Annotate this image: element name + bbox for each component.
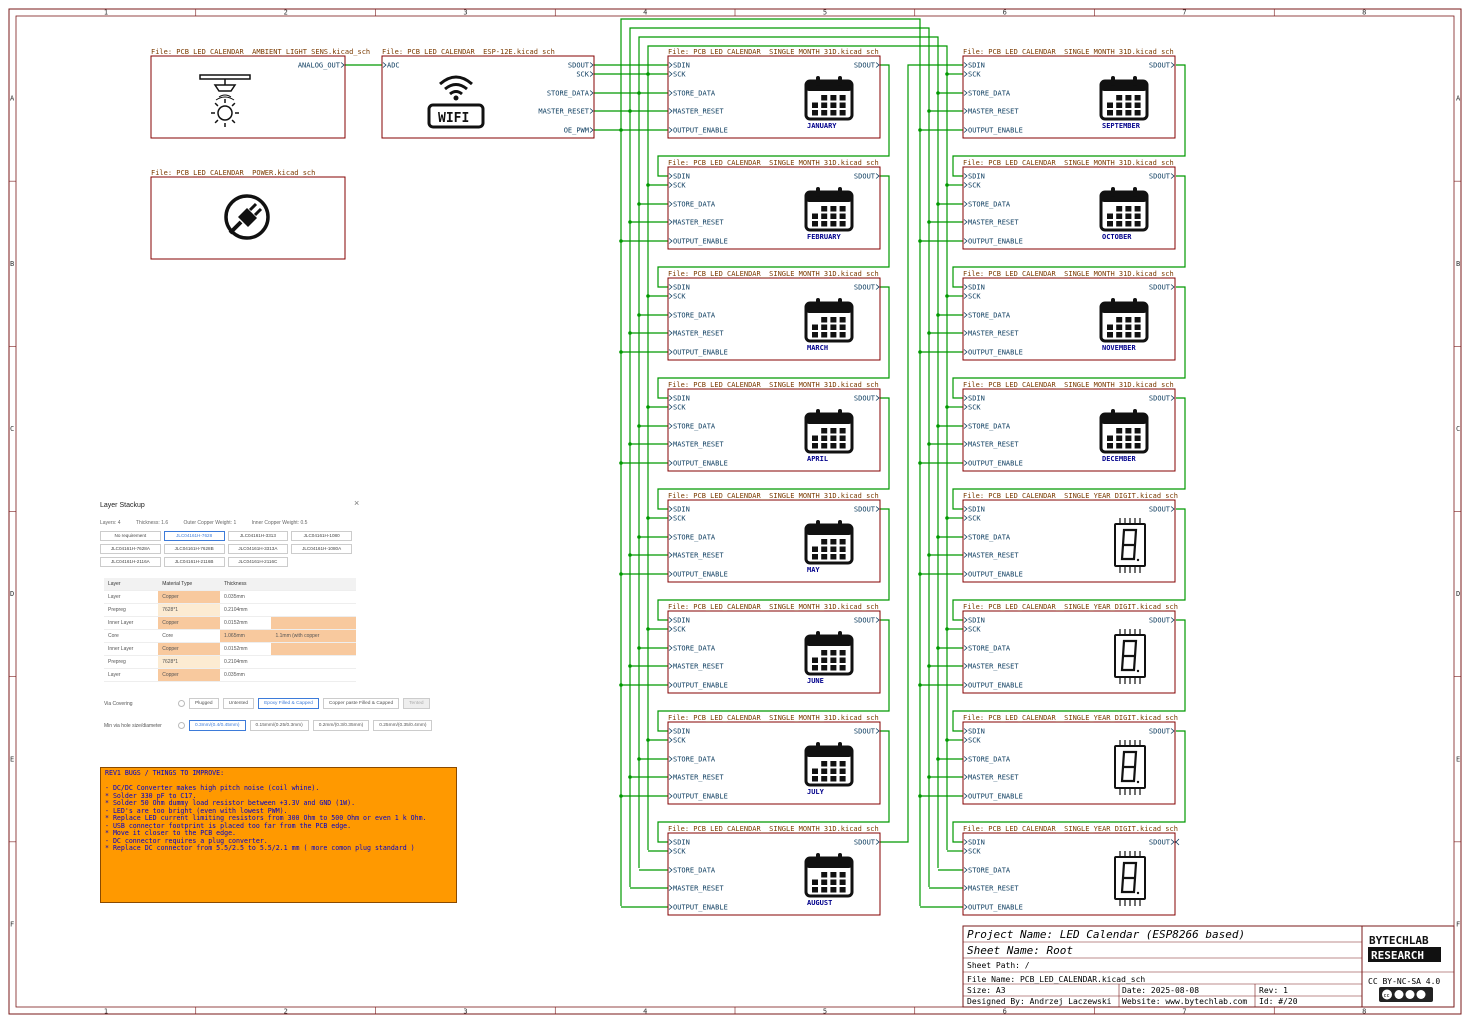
- sheet-pin-in: SDIN: [673, 283, 690, 292]
- year-digit-sheet[interactable]: [963, 714, 1178, 804]
- grid-row-label: E: [10, 755, 15, 764]
- sheet-file-label: File: PCB_LED_CALENDAR__SINGLE_YEAR_DIGIT.kicad_sch: [963, 825, 1178, 833]
- stackup-option[interactable]: JLC04161H-7628: [164, 531, 225, 541]
- sheet-pin-in: OUTPUT_ENABLE: [673, 681, 728, 690]
- grid-col-label: 4: [643, 1007, 648, 1016]
- via-options: [189, 698, 430, 709]
- stackup-cell: Core: [104, 630, 158, 643]
- stackup-header: Thickness: [220, 578, 271, 591]
- sheet-pin-in: SDIN: [673, 172, 690, 181]
- sheet-pin-in: MASTER_RESET: [673, 218, 724, 227]
- table-row: [104, 604, 356, 617]
- sheet-pin-in: SCK: [968, 625, 981, 634]
- grid-row-label: C: [1456, 424, 1461, 433]
- sheet-pin-in: MASTER_RESET: [968, 218, 1019, 227]
- grid-row-label: A: [1456, 94, 1461, 103]
- stackup-header: Material Type: [158, 578, 220, 591]
- sheet-pin-in: SDIN: [968, 61, 985, 70]
- grid-row-label: F: [10, 920, 15, 929]
- power-sheet[interactable]: [151, 169, 345, 259]
- sheet-pin-in: SCK: [968, 181, 981, 190]
- sheet-pin-in: STORE_DATA: [968, 755, 1011, 764]
- month-label: MAY: [807, 566, 820, 574]
- month-label: OCTOBER: [1102, 233, 1132, 241]
- month-label: DECEMBER: [1102, 455, 1136, 463]
- grid-col-label: 5: [822, 1007, 828, 1016]
- meta-inner-copper: Inner Copper Weight: 0.5: [251, 520, 308, 526]
- sheet-pin-in: SCK: [673, 625, 686, 634]
- via-covering-row: [104, 698, 430, 709]
- sheet-pin-in: SCK: [968, 736, 981, 745]
- sheet-pin-out: SDOUT: [853, 838, 875, 847]
- project-name: Project Name: LED Calendar (ESP8266 based): [967, 928, 1246, 941]
- sheet-pin-in: SCK: [673, 403, 686, 412]
- stackup-option[interactable]: JLC04161H-1080A: [291, 544, 352, 554]
- file-name: File Name: PCB_LED_CALENDAR.kicad_sch: [967, 975, 1146, 984]
- stackup-cell: Core: [158, 630, 220, 643]
- via-option[interactable]: Plugged: [189, 698, 219, 709]
- sheet-pin-in: OUTPUT_ENABLE: [673, 126, 728, 135]
- min-via-label: Min via hole size/diameter: [104, 722, 162, 729]
- sheet-pin-in: OUTPUT_ENABLE: [968, 792, 1023, 801]
- sheet-pin-in: OUTPUT_ENABLE: [968, 237, 1023, 246]
- min-via-options: [189, 720, 432, 731]
- sheet-pin-in: MASTER_RESET: [968, 884, 1019, 893]
- sheet-pin-in: SDIN: [968, 172, 985, 181]
- month-sheet-august[interactable]: [668, 825, 880, 915]
- rev1-notes-text: REV1 BUGS / THINGS TO IMPROVE: - DC/DC Converter makes high pitch noise (coil whine). * Solder 330 pF to C17. * Solder 50 Ohm dummy load resistor between +3.3V and GND (1W). - LED's are too bright (even with lowest PWM). * Replace LED current limiting resistors from 300 Ohm to 500 Ohm or even 1 k Ohm. - USB connector footprint is placed too far from the PCB edge. * Move it closer to the PCB edge. - DC connector requires a plug converter. * Replace DC connector from 5.5/2.5 to 5.5/2.1 mm ( more comon plug standard ): [105, 769, 427, 852]
- sheet-pin-out: SDOUT: [1148, 727, 1170, 736]
- sheet-pin-in: MASTER_RESET: [968, 551, 1019, 560]
- sheet-pin-in: OUTPUT_ENABLE: [673, 348, 728, 357]
- sheet-pin-in: STORE_DATA: [673, 755, 716, 764]
- sheet-pin-in: MASTER_RESET: [673, 662, 724, 671]
- sheet-pin-in: SDIN: [673, 727, 690, 736]
- year-digit-sheet[interactable]: [963, 603, 1178, 693]
- sheet-file-label: File: PCB_LED_CALENDAR__AMBIENT_LIGHT_SENS.kicad_sch: [151, 48, 371, 56]
- designed-by: Designed By: Andrzej Laczewski: [967, 997, 1112, 1006]
- sheet-pin-in: STORE_DATA: [968, 422, 1011, 431]
- table-row: [104, 630, 356, 643]
- stackup-cell: 0.2104mm: [220, 656, 271, 669]
- sheet-path: Sheet Path: /: [967, 961, 1030, 970]
- stackup-cell: Copper: [158, 617, 220, 630]
- sheet-file-label: File: PCB_LED_CALENDAR__POWER.kicad_sch: [151, 169, 316, 177]
- grid-col-label: 1: [103, 8, 109, 17]
- grid-row-label: D: [10, 590, 15, 599]
- grid-col-label: 1: [103, 1007, 109, 1016]
- stackup-cell: Layer: [104, 591, 158, 604]
- sheet-pin-out: SDOUT: [1148, 61, 1170, 70]
- ambient-light-sheet[interactable]: [151, 48, 370, 138]
- rev1-notes: [100, 767, 457, 903]
- sheet-pin-in: OUTPUT_ENABLE: [968, 126, 1023, 135]
- via-radio-icon[interactable]: [178, 700, 185, 707]
- sheet-pin-out: SDOUT: [1148, 616, 1170, 625]
- sheet-pin-in: OUTPUT_ENABLE: [968, 903, 1023, 912]
- sheet-file-label: File: PCB_LED_CALENDAR__SINGLE_MONTH_31D.kicad_sch: [668, 159, 879, 167]
- grid-col-label: 4: [643, 8, 648, 17]
- sheet-file-label: File: PCB_LED_CALENDAR__SINGLE_MONTH_31D.kicad_sch: [668, 603, 879, 611]
- stackup-cell: Copper: [158, 591, 220, 604]
- stackup-cell: 7628*1: [158, 656, 220, 669]
- stackup-cell: Copper: [158, 669, 220, 682]
- grid-col-label: 2: [283, 8, 288, 17]
- stackup-option[interactable]: No requirement: [100, 531, 161, 541]
- month-sheet-february[interactable]: [668, 159, 880, 249]
- via-option[interactable]: Tented: [403, 698, 429, 709]
- grid-col-label: 7: [1182, 1007, 1187, 1016]
- logo-line2: RESEARCH: [1371, 949, 1424, 962]
- month-sheet-january[interactable]: [668, 48, 880, 138]
- stackup-cell: 0.0152mm: [220, 617, 271, 630]
- sheet-pin-in: OUTPUT_ENABLE: [968, 570, 1023, 579]
- sheet-pin-in: STORE_DATA: [673, 866, 716, 875]
- sheet-pin-in: OUTPUT_ENABLE: [673, 459, 728, 468]
- grid-col-label: 2: [283, 1007, 288, 1016]
- sheet-date: Date: 2025-08-08: [1122, 986, 1200, 995]
- month-sheet-april[interactable]: [668, 381, 880, 471]
- sheet-pin-out: SDOUT: [853, 283, 875, 292]
- stackup-cell: Prepreg: [104, 656, 158, 669]
- sheet-file-label: File: PCB_LED_CALENDAR__SINGLE_MONTH_31D.kicad_sch: [668, 492, 879, 500]
- sheet-pin-in: ADC: [387, 61, 400, 70]
- sheet-pin-in: SDIN: [673, 394, 690, 403]
- min-via-option[interactable]: 0.3mm/(0.4/0.45mm): [189, 720, 246, 731]
- sheet-pin-in: MASTER_RESET: [673, 440, 724, 449]
- grid-row-label: A: [10, 94, 15, 103]
- sheet-pin-in: SDIN: [968, 727, 985, 736]
- sheet-pin-in: STORE_DATA: [968, 200, 1011, 209]
- via-covering-label: Via Covering: [104, 700, 133, 707]
- sheet-pin-out: OE_PWM: [563, 126, 589, 135]
- month-label: JUNE: [807, 677, 824, 685]
- sheet-pin-in: SCK: [673, 847, 686, 856]
- stackup-meta: [100, 520, 321, 526]
- stackup-cell: [271, 604, 356, 617]
- grid-col-label: 3: [463, 8, 468, 17]
- stackup-cell: Inner Layer: [104, 643, 158, 656]
- month-sheet-july[interactable]: [668, 714, 880, 804]
- month-label: FEBRUARY: [807, 233, 841, 241]
- sheet-pin-in: MASTER_RESET: [968, 773, 1019, 782]
- stackup-cell: 1.065mm: [220, 630, 271, 643]
- month-label: NOVEMBER: [1102, 344, 1136, 352]
- close-icon[interactable]: ×: [354, 498, 360, 508]
- sheet-pin-in: MASTER_RESET: [673, 329, 724, 338]
- grid-row-label: F: [1456, 920, 1461, 929]
- year-digit-sheet[interactable]: [963, 825, 1178, 915]
- stackup-cell: 0.2104mm: [220, 604, 271, 617]
- stackup-title: Layer Stackup: [100, 502, 145, 509]
- stackup-cell: Prepreg: [104, 604, 158, 617]
- sheet-pin-in: STORE_DATA: [968, 866, 1011, 875]
- sheet-pin-in: SCK: [673, 736, 686, 745]
- grid-col-label: 8: [1362, 8, 1367, 17]
- stackup-table: [104, 578, 356, 682]
- sheet-pin-out: SCK: [576, 70, 589, 79]
- sheet-file-label: File: PCB_LED_CALENDAR__SINGLE_MONTH_31D.kicad_sch: [668, 48, 879, 56]
- month-label: JULY: [807, 788, 824, 796]
- sheet-pin-in: OUTPUT_ENABLE: [673, 792, 728, 801]
- sheet-pin-in: STORE_DATA: [673, 422, 716, 431]
- sheet-pin-in: STORE_DATA: [673, 311, 716, 320]
- stackup-cell: [271, 656, 356, 669]
- sheet-pin-in: STORE_DATA: [673, 89, 716, 98]
- sheet-pin-in: SCK: [968, 292, 981, 301]
- via-option[interactable]: Untented: [223, 698, 254, 709]
- sheet-pin-out: STORE_DATA: [546, 89, 589, 98]
- min-via-row: [104, 720, 432, 731]
- sheet-pin-out: SDOUT: [853, 505, 875, 514]
- stackup-cell: [271, 643, 356, 656]
- sheet-file-label: File: PCB_LED_CALENDAR__SINGLE_YEAR_DIGIT.kicad_sch: [963, 603, 1178, 611]
- grid-col-label: 8: [1362, 1007, 1367, 1016]
- stackup-cell: 1.1mm (with copper: [271, 630, 356, 643]
- sheet-id: Id: #/20: [1259, 997, 1298, 1006]
- stackup-cell: [271, 591, 356, 604]
- stackup-options: [100, 531, 352, 567]
- stackup-cell: [271, 617, 356, 630]
- month-sheet-december[interactable]: [963, 381, 1175, 471]
- grid-col-label: 5: [822, 8, 828, 17]
- layer-stackup-panel: [100, 498, 427, 738]
- month-label: JANUARY: [807, 122, 837, 130]
- sheet-pin-in: SDIN: [673, 61, 690, 70]
- sheet-pin-out: SDOUT: [853, 394, 875, 403]
- stackup-cell: Layer: [104, 669, 158, 682]
- stackup-option[interactable]: JLC04161H-3313A: [228, 544, 289, 554]
- month-sheet-november[interactable]: [963, 270, 1175, 360]
- sheet-pin-in: SCK: [968, 514, 981, 523]
- sheet-pin-in: OUTPUT_ENABLE: [968, 681, 1023, 690]
- stackup-cell: [271, 669, 356, 682]
- via-option[interactable]: Copper paste Filled & Capped: [323, 698, 399, 709]
- min-via-option[interactable]: 0.25mm/(0.35/0.4mm): [373, 720, 432, 731]
- sheet-pin-in: MASTER_RESET: [968, 662, 1019, 671]
- sheet-pin-out: SDOUT: [1148, 838, 1170, 847]
- sheet-pin-out: SDOUT: [853, 616, 875, 625]
- table-row: [104, 656, 356, 669]
- grid-col-label: 7: [1182, 8, 1187, 17]
- sheet-pin-in: OUTPUT_ENABLE: [673, 903, 728, 912]
- table-row: [104, 617, 356, 630]
- sheet-file-label: File: PCB_LED_CALENDAR__SINGLE_MONTH_31D.kicad_sch: [963, 159, 1174, 167]
- sheet-pin-in: SCK: [968, 70, 981, 79]
- sheet-pin-in: MASTER_RESET: [968, 107, 1019, 116]
- sheet-pin-in: SCK: [673, 70, 686, 79]
- month-label: SEPTEMBER: [1102, 122, 1140, 130]
- min-via-option[interactable]: 0.2mm/(0.3/0.35mm): [313, 720, 370, 731]
- sheet-pin-out: SDOUT: [1148, 172, 1170, 181]
- month-label: MARCH: [807, 344, 829, 352]
- min-via-radio-icon[interactable]: [178, 722, 185, 729]
- sheet-pin-in: STORE_DATA: [968, 89, 1011, 98]
- sheet-pin-in: OUTPUT_ENABLE: [968, 348, 1023, 357]
- svg-text:cc: cc: [1383, 993, 1390, 999]
- month-sheet-march[interactable]: [668, 270, 880, 360]
- table-row: [104, 591, 356, 604]
- stackup-cell: 7628*1: [158, 604, 220, 617]
- stackup-header: Layer: [104, 578, 158, 591]
- meta-thickness: Thickness: 1.6: [135, 520, 169, 526]
- sheet-pin-out: MASTER_RESET: [538, 107, 589, 116]
- table-row: [104, 643, 356, 656]
- sheet-file-label: File: PCB_LED_CALENDAR__SINGLE_YEAR_DIGIT.kicad_sch: [963, 492, 1178, 500]
- website: Website: www.bytechlab.com: [1122, 997, 1248, 1006]
- sheet-pin-out: SDOUT: [1148, 394, 1170, 403]
- sheet-file-label: File: PCB_LED_CALENDAR__SINGLE_MONTH_31D.kicad_sch: [668, 714, 879, 722]
- sheet-file-label: File: PCB_LED_CALENDAR__SINGLE_MONTH_31D.kicad_sch: [963, 48, 1174, 56]
- sheet-pin-in: SDIN: [968, 838, 985, 847]
- sheet-pin-in: STORE_DATA: [968, 644, 1011, 653]
- year-digit-sheet[interactable]: [963, 492, 1178, 582]
- sheet-pin-in: MASTER_RESET: [968, 329, 1019, 338]
- sheet-pin-out: SDOUT: [567, 61, 589, 70]
- stackup-option[interactable]: JLC04161H-3313: [228, 531, 289, 541]
- grid-col-label: 3: [463, 1007, 468, 1016]
- sheet-pin-in: SDIN: [968, 394, 985, 403]
- logo-line1: BYTECHLAB: [1369, 934, 1429, 947]
- grid-col-label: 6: [1002, 8, 1007, 17]
- cc-license-icon: [1379, 987, 1433, 1002]
- sheet-pin-in: STORE_DATA: [673, 644, 716, 653]
- sheet-pin-in: MASTER_RESET: [673, 884, 724, 893]
- grid-row-label: E: [1456, 755, 1461, 764]
- sheet-file-label: File: PCB_LED_CALENDAR__SINGLE_MONTH_31D.kicad_sch: [668, 381, 879, 389]
- meta-outer-copper: Outer Copper Weight: 1: [183, 520, 237, 526]
- grid-row-label: B: [1456, 259, 1461, 268]
- grid-row-label: D: [1456, 590, 1461, 599]
- sheet-pin-in: SDIN: [673, 838, 690, 847]
- month-sheet-june[interactable]: [668, 603, 880, 693]
- sheet-pin-in: SDIN: [968, 616, 985, 625]
- sheet-pin-in: SDIN: [968, 505, 985, 514]
- sheet-file-label: File: PCB_LED_CALENDAR__SINGLE_YEAR_DIGIT.kicad_sch: [963, 714, 1178, 722]
- grid-col-label: 6: [1002, 1007, 1007, 1016]
- sheet-file-label: File: PCB_LED_CALENDAR__SINGLE_MONTH_31D.kicad_sch: [963, 381, 1174, 389]
- sheet-pin-in: SCK: [968, 847, 981, 856]
- sheet-pin-in: MASTER_RESET: [673, 551, 724, 560]
- sheet-pin-in: MASTER_RESET: [968, 440, 1019, 449]
- sheet-pin-out: SDOUT: [853, 172, 875, 181]
- sheet-pin-out: SDOUT: [1148, 283, 1170, 292]
- esp-12e-sheet[interactable]: [382, 48, 594, 138]
- stackup-option[interactable]: JLC04161H-1080: [291, 531, 352, 541]
- sheet-pin-in: STORE_DATA: [968, 533, 1011, 542]
- month-label: AUGUST: [807, 899, 833, 907]
- stackup-option[interactable]: JLC04161H-2116B: [164, 557, 225, 567]
- sheet-name: Sheet Name: Root: [967, 944, 1073, 957]
- sheet-pin-in: SDIN: [673, 616, 690, 625]
- stackup-option[interactable]: JLC04161H-2116C: [228, 557, 289, 567]
- sheet-pin-in: STORE_DATA: [673, 200, 716, 209]
- sheet-pin-in: OUTPUT_ENABLE: [673, 237, 728, 246]
- month-sheet-october[interactable]: [963, 159, 1175, 249]
- sheet-rev: Rev: 1: [1259, 986, 1288, 995]
- sheet-pin-in: SCK: [968, 403, 981, 412]
- sheet-pin-in: SDIN: [968, 283, 985, 292]
- sheet-pin-in: OUTPUT_ENABLE: [968, 459, 1023, 468]
- meta-layers: Layers: 4: [100, 520, 121, 526]
- table-row: [104, 669, 356, 682]
- sheet-file-label: File: PCB_LED_CALENDAR__SINGLE_MONTH_31D.kicad_sch: [668, 270, 879, 278]
- sheet-pin-out: SDOUT: [853, 61, 875, 70]
- stackup-option[interactable]: JLC04161H-2116A: [100, 557, 161, 567]
- stackup-cell: Copper: [158, 643, 220, 656]
- sheet-pin-out: ANALOG_OUT: [297, 61, 340, 70]
- stackup-cell: 0.035mm: [220, 669, 271, 682]
- stackup-option[interactable]: JLC04161H-7628B: [164, 544, 225, 554]
- month-sheet-may[interactable]: [668, 492, 880, 582]
- sheet-pin-out: SDOUT: [1148, 505, 1170, 514]
- grid-row-label: B: [10, 259, 15, 268]
- via-option[interactable]: Epoxy Filled & Capped: [258, 698, 319, 709]
- stackup-option[interactable]: JLC04161H-7628A: [100, 544, 161, 554]
- wifi-text: WIFI: [438, 111, 470, 126]
- sheet-pin-out: SDOUT: [853, 727, 875, 736]
- stackup-cell: 0.0152mm: [220, 643, 271, 656]
- sheet-pin-in: SCK: [673, 292, 686, 301]
- month-sheet-september[interactable]: [963, 48, 1175, 138]
- stackup-cell: Inner Layer: [104, 617, 158, 630]
- sheet-file-label: File: PCB_LED_CALENDAR__ESP-12E.kicad_sch: [382, 48, 555, 56]
- month-label: APRIL: [807, 455, 829, 463]
- min-via-option[interactable]: 0.15mm/(0.25/0.3mm): [250, 720, 309, 731]
- sheet-file-label: File: PCB_LED_CALENDAR__SINGLE_MONTH_31D.kicad_sch: [963, 270, 1174, 278]
- sheet-pin-in: SCK: [673, 181, 686, 190]
- sheet-pin-in: OUTPUT_ENABLE: [673, 570, 728, 579]
- grid-row-label: C: [10, 424, 15, 433]
- sheet-pin-in: STORE_DATA: [673, 533, 716, 542]
- stackup-cell: 0.035mm: [220, 591, 271, 604]
- stackup-header: [271, 578, 356, 591]
- sheet-pin-in: STORE_DATA: [968, 311, 1011, 320]
- sheet-pin-in: MASTER_RESET: [673, 107, 724, 116]
- sheet-pin-in: SCK: [673, 514, 686, 523]
- license-text: CC BY-NC-SA 4.0: [1368, 977, 1441, 986]
- sheet-pin-in: SDIN: [673, 505, 690, 514]
- sheet-pin-in: MASTER_RESET: [673, 773, 724, 782]
- sheet-file-label: File: PCB_LED_CALENDAR__SINGLE_MONTH_31D.kicad_sch: [668, 825, 879, 833]
- sheet-size: Size: A3: [967, 986, 1006, 995]
- title-block: [963, 926, 1454, 1007]
